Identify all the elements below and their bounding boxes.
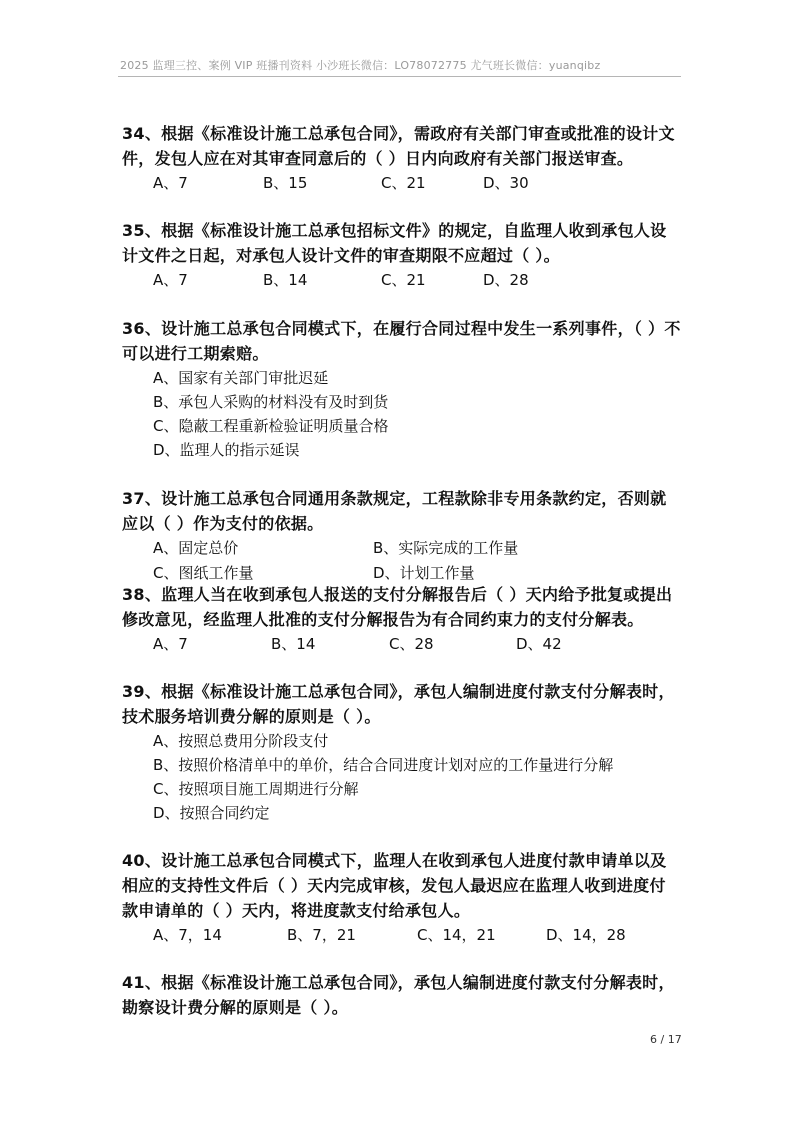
option-d: D、28: [483, 271, 529, 289]
question-stem: 41、根据《标准设计施工总承包合同》，承包人编制进度付款支付分解表时，勘察设计费分解的原则是（ ）。: [122, 973, 675, 1017]
header-divider: [118, 76, 681, 77]
option-b: B、按照价格清单中的单价，结合合同进度计划对应的工作量进行分解: [153, 756, 614, 774]
question-stem: 39、根据《标准设计施工总承包合同》，承包人编制进度付款支付分解表时，技术服务培训费分解的原则是（ ）。: [122, 682, 675, 726]
option-a: A、7: [153, 635, 188, 653]
option-b: B、14: [263, 271, 308, 289]
option-c: C、图纸工作量: [153, 564, 254, 582]
question-stem: 40、设计施工总承包合同模式下，监理人在收到承包人进度付款申请单以及相应的支持性文件后（ ）天内完成审核，发包人最迟应在监理人收到进度付款申请单的（ ）天内，将进度款支付给承包人。: [122, 851, 667, 920]
question-stem: 35、根据《标准设计施工总承包招标文件》的规定，自监理人收到承包人设计文件之日起，对承包人设计文件的审查期限不应超过（ ）。: [122, 221, 667, 265]
option-d: D、14，28: [546, 926, 626, 944]
options-row: [122, 923, 682, 948]
option-a: A、按照总费用分阶段支付: [153, 732, 329, 750]
option-c: C、按照项目施工周期进行分解: [153, 780, 359, 798]
page-number: 6 / 17: [650, 1033, 682, 1046]
question-stem: 36、设计施工总承包合同模式下，在履行合同过程中发生一系列事件，（ ）不可以进行工期索赔。: [122, 319, 681, 363]
option-d: D、42: [516, 635, 562, 653]
option-c: C、14，21: [417, 926, 496, 944]
options-row: [122, 632, 682, 657]
option-c: C、21: [381, 271, 426, 289]
option-c: C、隐蔽工程重新检验证明质量合格: [153, 417, 389, 435]
option-c: C、21: [381, 174, 426, 192]
option-d: D、按照合同约定: [153, 804, 270, 822]
option-d: D、监理人的指示延误: [153, 441, 300, 459]
option-b: B、15: [263, 174, 308, 192]
question-38: [122, 582, 682, 657]
option-a: A、国家有关部门审批迟延: [153, 369, 329, 387]
question-40: [122, 848, 682, 948]
question-37: [122, 486, 682, 586]
option-a: A、7: [153, 271, 188, 289]
options-row: [122, 171, 682, 196]
option-b: B、7，21: [287, 926, 356, 944]
option-d: D、计划工作量: [373, 564, 475, 582]
question-stem: 38、监理人当在收到承包人报送的支付分解报告后（ ）天内给予批复或提出修改意见，经监理人批准的支付分解报告为有合同约束力的支付分解表。: [122, 585, 673, 629]
question-stem: 34、根据《标准设计施工总承包合同》，需政府有关部门审查或批准的设计文件，发包人应在对其审查同意后的（ ）日内向政府有关部门报送审查。: [122, 124, 675, 168]
option-c: C、28: [389, 635, 434, 653]
option-b: B、实际完成的工作量: [373, 539, 519, 557]
question-35: [122, 218, 682, 293]
question-41: [122, 970, 682, 1020]
page-header: 2025 监理三控、案例 VIP 班播刊资料 小沙班长微信：LO78072775 尤气班长微信：yuanqibz: [120, 59, 601, 72]
option-b: B、14: [271, 635, 316, 653]
option-b: B、承包人采购的材料没有及时到货: [153, 393, 389, 411]
option-a: A、固定总价: [153, 539, 239, 557]
option-a: A、7: [153, 174, 188, 192]
question-39: [122, 679, 682, 825]
question-stem: 37、设计施工总承包合同通用条款规定，工程款除非专用条款约定，否则就应以（ ）作为支付的依据。: [122, 489, 667, 533]
option-a: A、7，14: [153, 926, 222, 944]
options-row: [122, 536, 682, 561]
question-34: [122, 121, 682, 196]
option-d: D、30: [483, 174, 529, 192]
question-36: [122, 316, 682, 462]
options-row: [122, 268, 682, 293]
